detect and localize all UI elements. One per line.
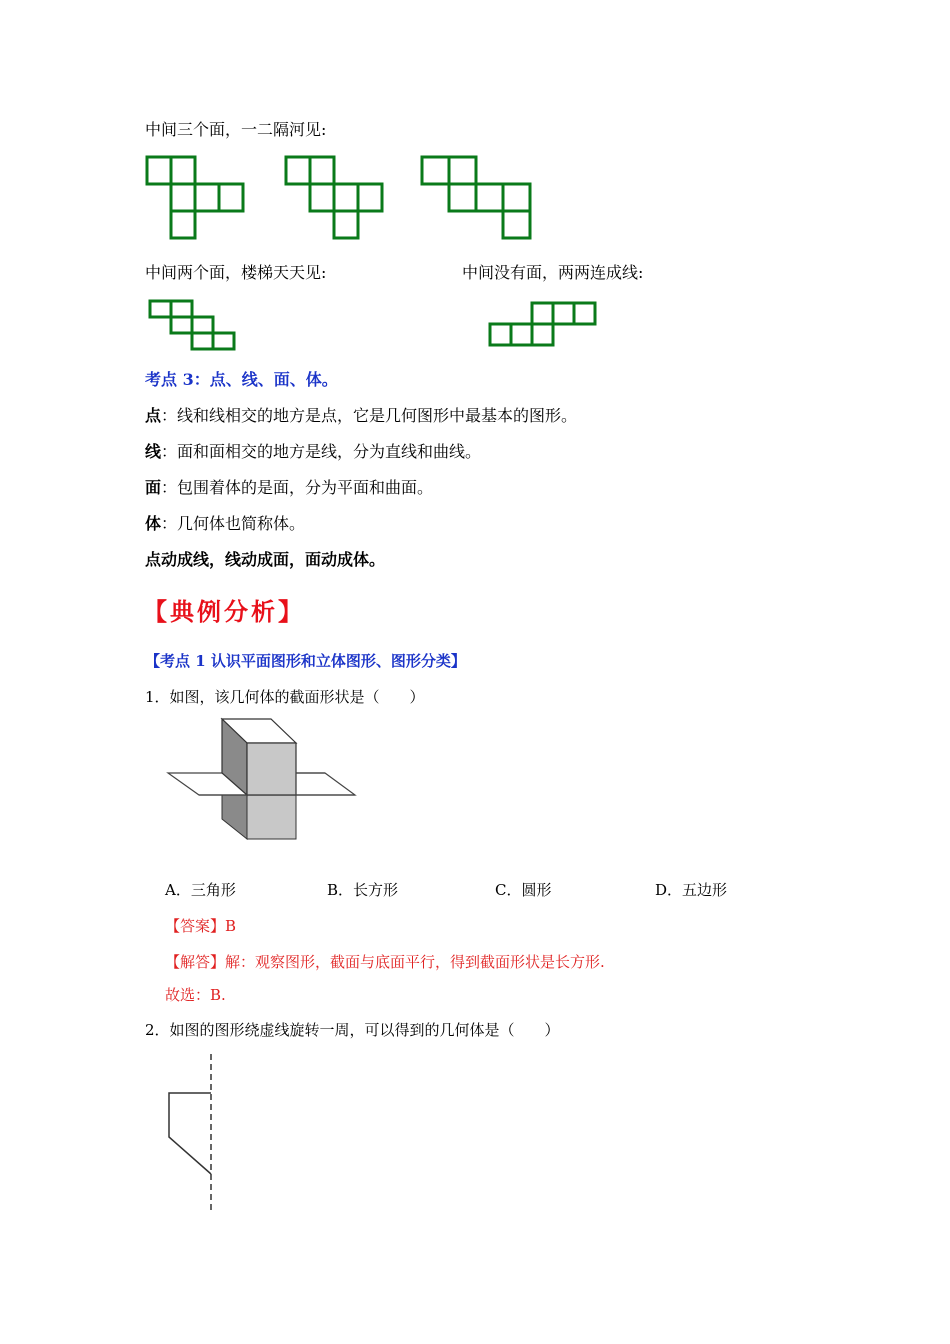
question-2-stem: 2．如图的图形绕虚线旋转一周，可以得到的几何体是（ ） [145,1021,560,1039]
q1-solution: 【解答】解：观察图形，截面与底面平行，得到截面形状是长方形. [165,953,605,971]
cube-nets-row-1 [140,150,540,245]
definition-line: 线：面和面相交的地方是线，分为直线和曲线。 [145,442,482,461]
term-solid: 体 [145,514,162,533]
q1-choice: 故选：B. [165,986,226,1004]
q1-option-d[interactable]: D．五边形 [655,881,728,899]
cube-net-two-two [487,300,602,350]
definition-solid: 体：几何体也简称体。 [145,514,306,533]
q1-answer: 【答案】B [165,917,237,935]
cube-lower-side [222,795,247,839]
nets-line-2a: 中间两个面，楼梯天天见: [145,263,327,282]
term-point: 点 [145,406,162,425]
nets-line-2b: 中间没有面，两两连成线: [462,263,644,282]
cube-lower-front [247,795,296,839]
cube-cross-section-figure [165,715,365,845]
cube-net-3 [422,157,530,238]
q1-option-a[interactable]: A．三角形 [165,881,236,899]
cube-net-stairs [145,298,240,353]
kaodian-1-heading: 【考点 1 认识平面图形和立体图形、图形分类】 [145,652,466,670]
q1-option-b[interactable]: B．长方形 [327,881,399,899]
rotated-shape [169,1093,211,1174]
cube-net-1 [147,157,243,238]
term-line: 线 [145,442,162,461]
kaodian-3-heading: 考点 3：点、线、面、体。 [145,370,338,389]
cube-upper-front [247,743,296,795]
question-1-stem: 1．如图，该几何体的截面形状是（ ） [145,688,425,706]
definition-surface: 面：包围着体的是面，分为平面和曲面。 [145,478,434,497]
term-surface: 面 [145,478,162,497]
rotation-figure [160,1052,230,1214]
definition-point: 点：线和线相交的地方是点，它是几何图形中最基本的图形。 [145,406,578,425]
cube-net-2 [286,157,382,238]
section-title: 【典例分析】 [143,597,305,626]
nets-line-1: 中间三个面，一二隔河见: [145,120,327,139]
summary-line: 点动成线，线动成面，面动成体。 [145,550,386,569]
q1-option-c[interactable]: C．圆形 [495,881,552,899]
